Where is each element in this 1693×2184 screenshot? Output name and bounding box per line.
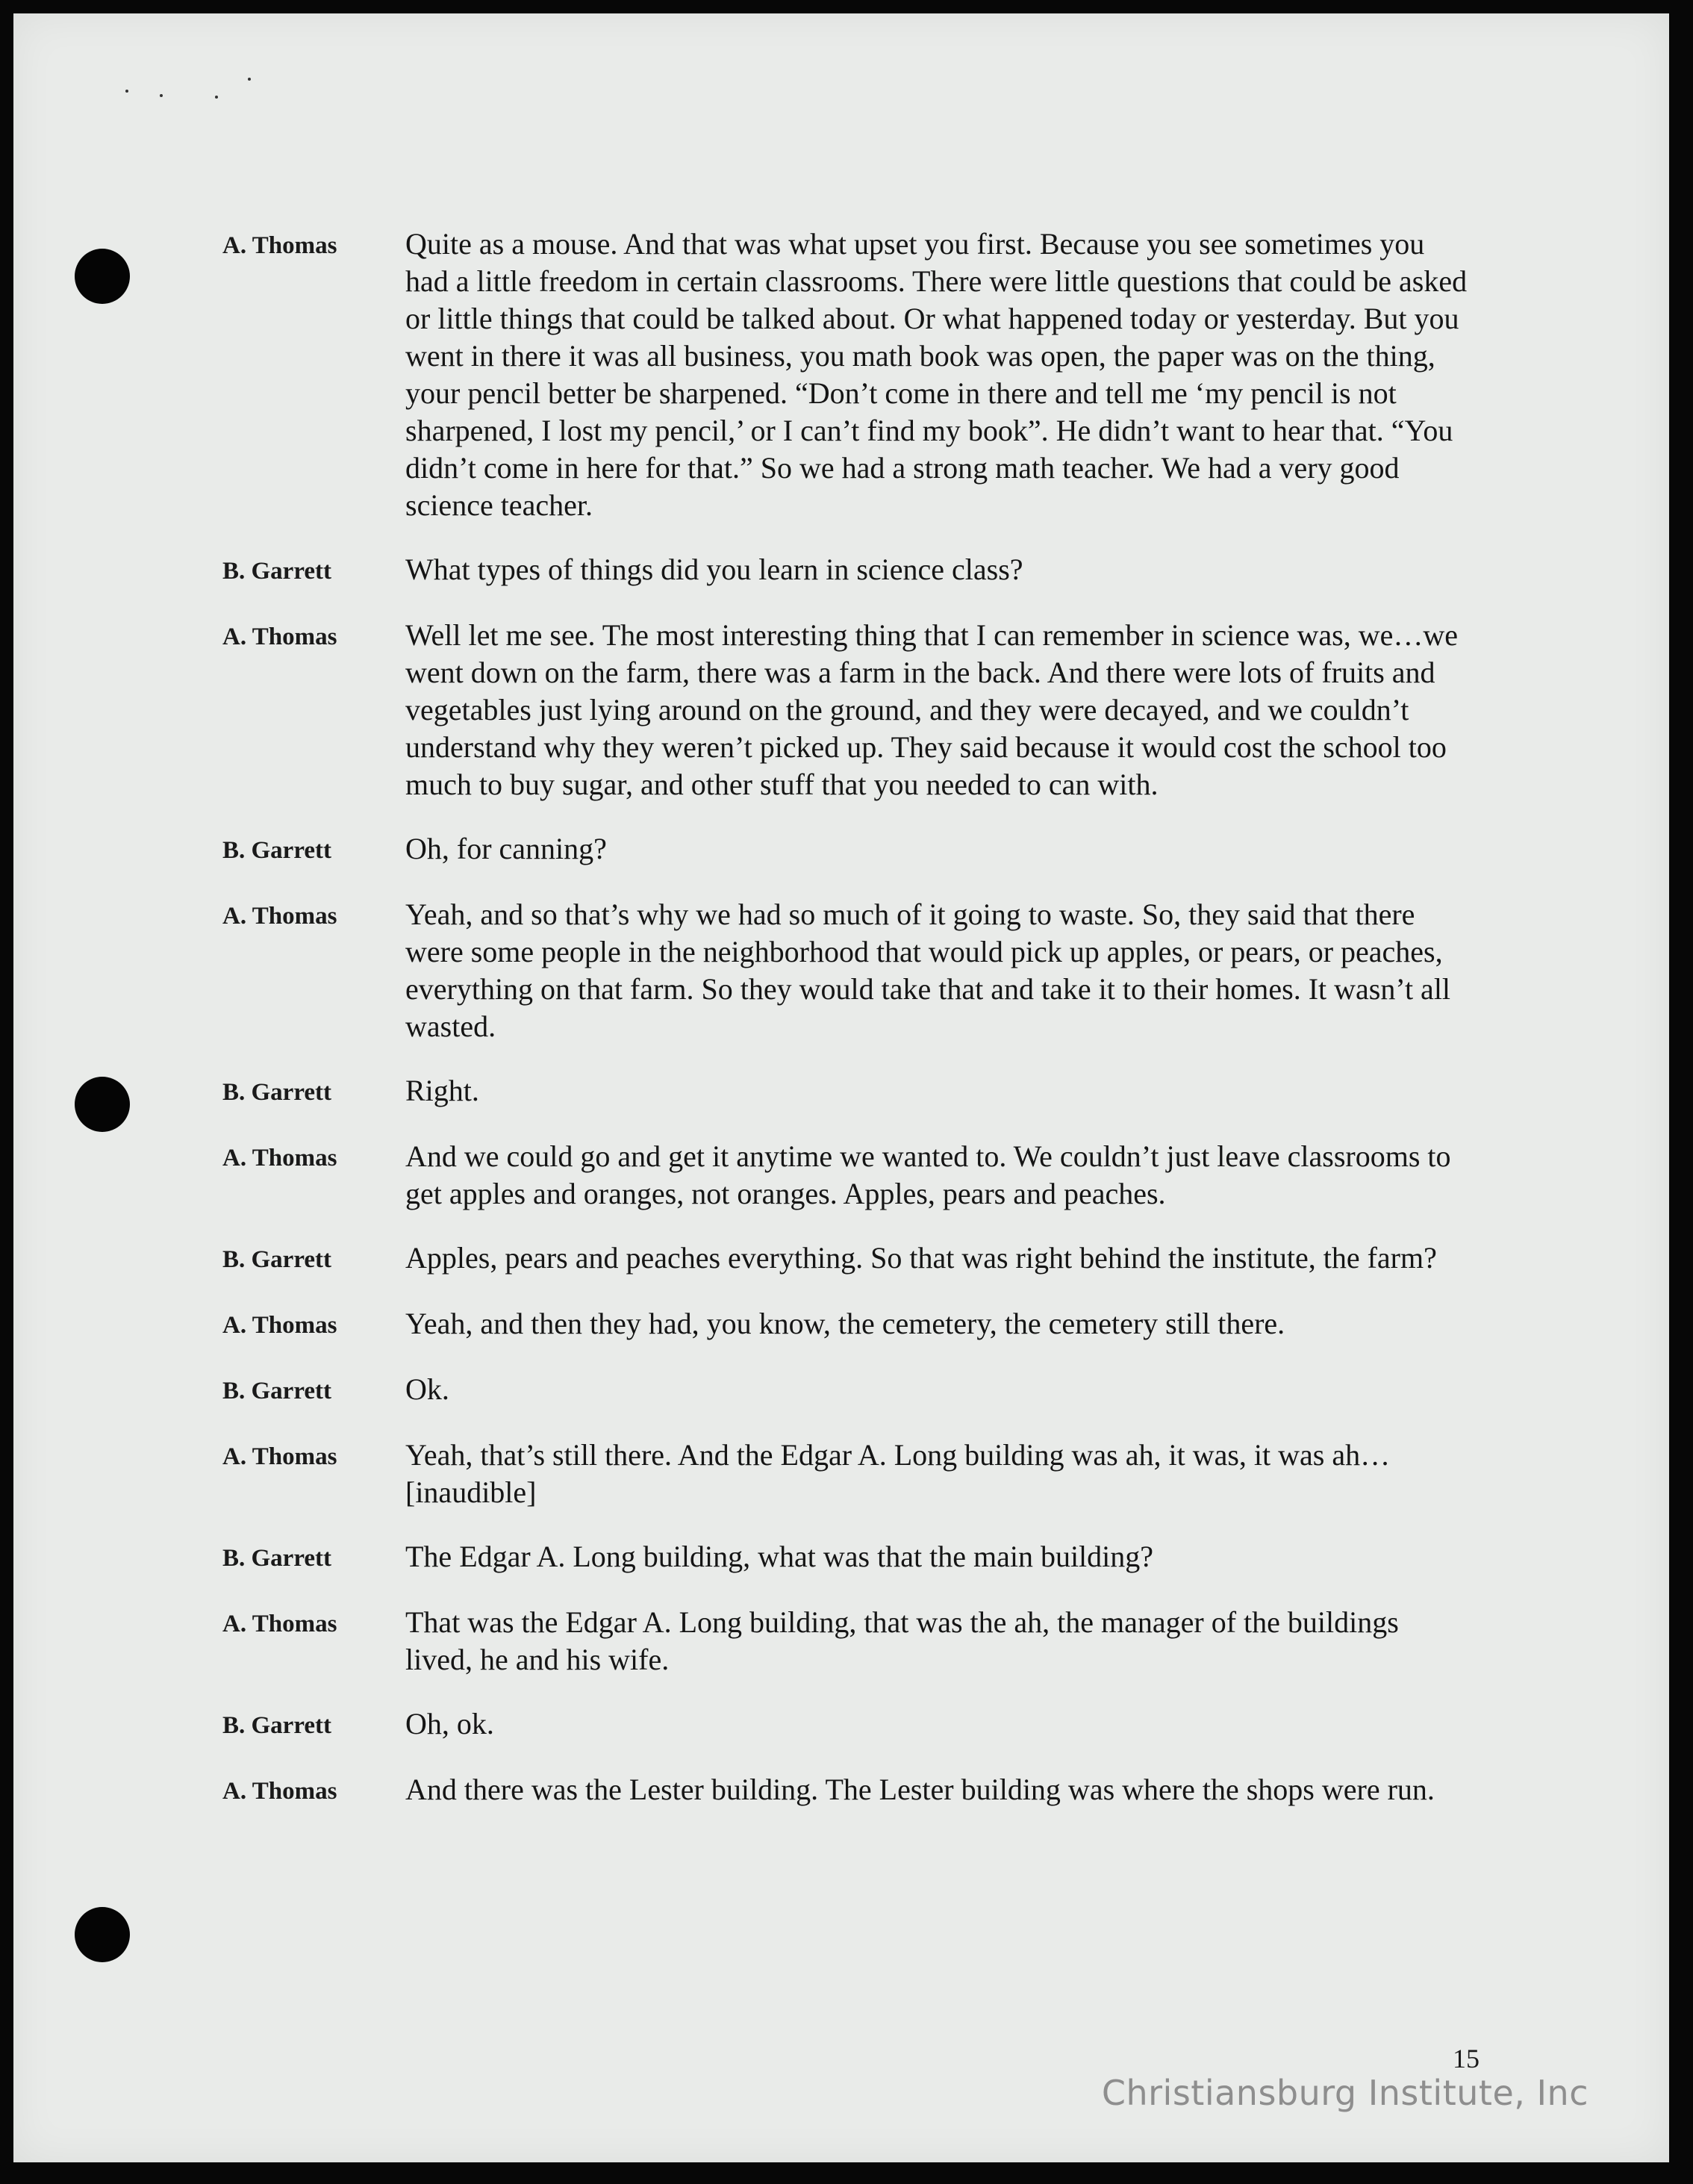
binder-hole-middle: [75, 1077, 130, 1132]
binder-hole-bottom: [75, 1907, 130, 1962]
speaker-name: B. Garrett: [222, 837, 332, 864]
speech-text: Yeah, and so that’s why we had so much of it going to waste. So, they said that there were some people in the neighborhood that would pick up apples, or pears, or peaches, everything on that farm. So they would take that and take it to their homes. It wasn’t all wasted.: [405, 897, 1451, 1043]
transcript-turn: [222, 225, 1506, 524]
scan-speck: [215, 96, 218, 99]
scan-speck: [125, 90, 128, 93]
speech-text: Right.: [405, 1074, 479, 1107]
transcript-turn: [222, 896, 1506, 1045]
transcript-turn: [222, 1138, 1506, 1213]
speech-text: The Edgar A. Long building, what was that the main building?: [405, 1540, 1154, 1573]
speech-text: Yeah, and then they had, you know, the cemetery, the cemetery still there.: [405, 1307, 1285, 1340]
speech-text: Oh, for canning?: [405, 832, 607, 865]
speaker-name: B. Garrett: [222, 1378, 332, 1404]
transcript-turn: [222, 1239, 1506, 1278]
speaker-name: A. Thomas: [222, 1312, 337, 1339]
speaker-name: A. Thomas: [222, 1145, 337, 1172]
speaker-name: B. Garrett: [222, 1545, 332, 1572]
speaker-name: B. Garrett: [222, 558, 332, 585]
speech-text: Well let me see. The most interesting thing that I can remember in science was, we…we went down on the farm, there was a farm in the back. And there were lots of fruits and vegetables just lying around on the ground, and they were decayed, and we couldn’t understand why they weren’t picked up. They said because it would cost the school too much to buy sugar, and other stuff that you needed to can with.: [405, 618, 1459, 801]
speech-text: What types of things did you learn in science class?: [405, 553, 1023, 586]
speech-text: Yeah, that’s still there. And the Edgar A. Long building was ah, it was, it was ah…[inaudible]: [405, 1438, 1391, 1509]
speech-text: And there was the Lester building. The Lester building was where the shops were run.: [405, 1773, 1435, 1806]
scan-speck: [160, 94, 163, 97]
transcript-turn: [222, 551, 1506, 590]
speaker-name: A. Thomas: [222, 1443, 337, 1470]
speaker-name: B. Garrett: [222, 1712, 332, 1739]
scan-speck: [248, 78, 251, 81]
speech-text: Ok.: [405, 1372, 449, 1406]
speech-text: Oh, ok.: [405, 1707, 494, 1740]
speaker-name: A. Thomas: [222, 903, 337, 930]
speaker-name: A. Thomas: [222, 1611, 337, 1637]
transcript-turn: [222, 1371, 1506, 1410]
transcript-turn: [222, 1604, 1506, 1679]
speaker-name: B. Garrett: [222, 1079, 332, 1106]
binder-hole-top: [75, 249, 130, 304]
speaker-name: A. Thomas: [222, 623, 337, 650]
speech-text: And we could go and get it anytime we wanted to. We couldn’t just leave classrooms to get apples and oranges, not oranges. Apples, pears and peaches.: [405, 1139, 1451, 1210]
paper-sheet: [13, 13, 1669, 2162]
transcript-turn: [222, 1072, 1506, 1111]
transcript-turn: [222, 830, 1506, 869]
transcript-turn: [222, 1705, 1506, 1744]
watermark: Christiansburg Institute, Inc: [1101, 2073, 1588, 2113]
transcript-turn: [222, 1305, 1506, 1344]
transcript-turn: [222, 1538, 1506, 1577]
speaker-name: B. Garrett: [222, 1246, 332, 1273]
speech-text: Apples, pears and peaches everything. So that was right behind the institute, the farm?: [405, 1241, 1437, 1275]
page-number: 15: [1453, 2044, 1480, 2073]
speaker-name: A. Thomas: [222, 1778, 337, 1805]
speech-text: Quite as a mouse. And that was what upset you first. Because you see sometimes you had a little freedom in certain classrooms. There were little questions that could be asked or little things that could be talked about. Or what happened today or yesterday. But you went in there it was all business, you math book was open, the paper was on the thing, your pencil better be sharpened. “Don’t come in there and tell me ‘my pencil is not sharpened, I lost my pencil,’ or I can’t find my book”. He didn’t want to hear that. “You didn’t come in here for that.” So we had a strong math teacher. We had a very good science teacher.: [405, 227, 1468, 522]
transcript-turn: [222, 1437, 1506, 1511]
transcript-turn: [222, 617, 1506, 803]
speaker-name: A. Thomas: [222, 232, 337, 259]
transcript: [222, 225, 1506, 1810]
transcript-turn: [222, 1771, 1506, 1810]
speech-text: That was the Edgar A. Long building, that was the ah, the manager of the buildings lived, he and his wife.: [405, 1605, 1399, 1676]
